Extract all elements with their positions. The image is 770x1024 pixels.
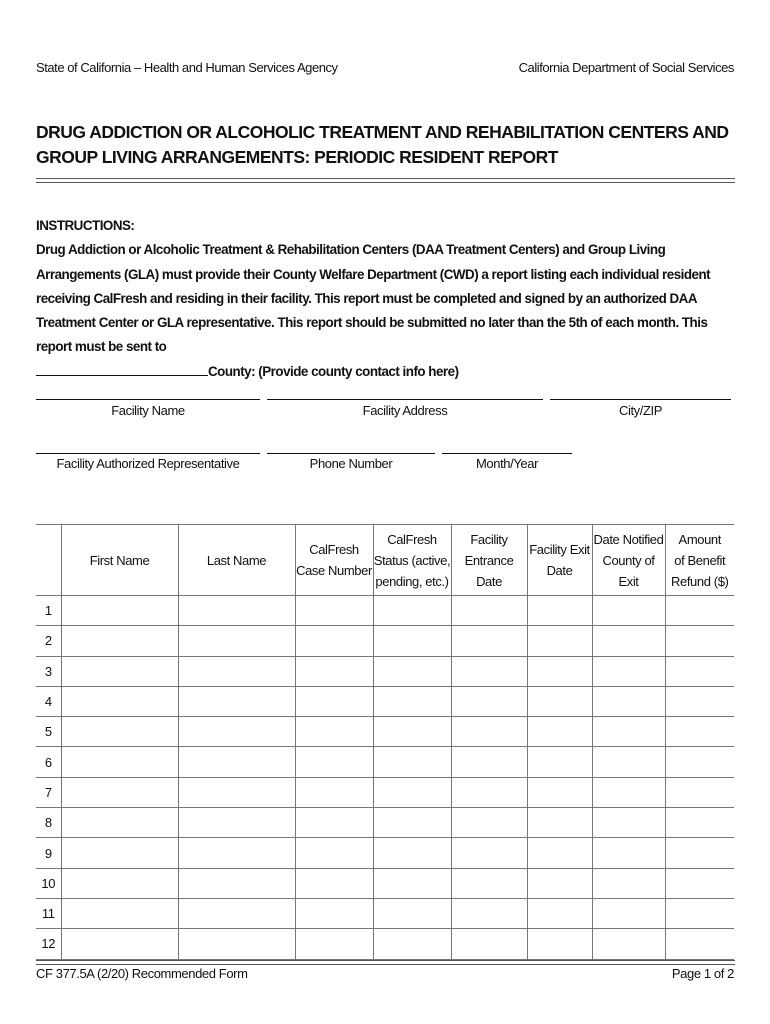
- entrance-date-cell[interactable]: [451, 868, 527, 898]
- resident-table: [36, 524, 734, 960]
- entrance-date-cell[interactable]: [451, 808, 527, 838]
- last-name-cell[interactable]: [178, 868, 295, 898]
- row-number: 7: [36, 777, 61, 807]
- case-number-cell[interactable]: [295, 596, 373, 626]
- city-zip-label: City/ZIP: [618, 403, 663, 418]
- benefit-refund-cell[interactable]: [665, 747, 734, 777]
- row-number: 8: [36, 808, 61, 838]
- facility-address-label: Facility Address: [362, 403, 448, 418]
- benefit-refund-cell[interactable]: [665, 868, 734, 898]
- phone-number-field[interactable]: [267, 453, 435, 454]
- case-number-cell[interactable]: [295, 838, 373, 868]
- row-number: 11: [36, 898, 61, 928]
- entrance-date-cell[interactable]: [451, 838, 527, 868]
- benefit-refund-cell[interactable]: [665, 808, 734, 838]
- benefit-refund-cell[interactable]: [665, 656, 734, 686]
- month-year-field[interactable]: [442, 453, 572, 454]
- entrance-date-cell[interactable]: [451, 777, 527, 807]
- instructions-body: [36, 238, 736, 384]
- case-number-header: CalFresh Case Number: [295, 525, 373, 596]
- first-name-cell[interactable]: [61, 808, 178, 838]
- instructions-text: Drug Addiction or Alcoholic Treatment & Rehabilitation Centers (DAA Treatment Centers) and Group Living Arrangements (GLA) must provide their County Welfare Department (CWD) a report listing each individual resident receiving CalFresh and residing in their facility. This report must be completed and signed by an authorized DAA Treatment Center or GLA representative. This report should be submitted no later than the 5th of each month. This report must be sent to: [36, 242, 711, 355]
- representative-field[interactable]: [36, 453, 260, 454]
- first-name-cell[interactable]: [61, 626, 178, 656]
- exit-date-cell[interactable]: [527, 626, 592, 656]
- table-row: [36, 838, 734, 868]
- entrance-date-cell[interactable]: [451, 747, 527, 777]
- facility-name-field[interactable]: [36, 399, 260, 400]
- last-name-cell[interactable]: [178, 808, 295, 838]
- table-row: [36, 808, 734, 838]
- table-row: [36, 686, 734, 716]
- case-number-cell[interactable]: [295, 717, 373, 747]
- calfresh-status-cell[interactable]: [373, 929, 451, 959]
- calfresh-status-cell[interactable]: [373, 686, 451, 716]
- first-name-header: First Name: [61, 525, 178, 596]
- table-row: [36, 626, 734, 656]
- county-blank-field[interactable]: [36, 363, 208, 376]
- row-number: 6: [36, 747, 61, 777]
- case-number-cell[interactable]: [295, 868, 373, 898]
- first-name-cell[interactable]: [61, 898, 178, 928]
- first-name-cell[interactable]: [61, 838, 178, 868]
- benefit-refund-header: Amount of Benefit Refund ($): [665, 525, 734, 596]
- benefit-refund-cell[interactable]: [665, 596, 734, 626]
- last-name-header: Last Name: [178, 525, 295, 596]
- instructions-block: [36, 214, 736, 384]
- date-notified-cell[interactable]: [592, 656, 665, 686]
- exit-date-cell[interactable]: [527, 596, 592, 626]
- entrance-date-cell[interactable]: [451, 929, 527, 959]
- benefit-refund-cell[interactable]: [665, 777, 734, 807]
- entrance-date-cell[interactable]: [451, 656, 527, 686]
- calfresh-status-cell[interactable]: [373, 838, 451, 868]
- last-name-cell[interactable]: [178, 898, 295, 928]
- calfresh-status-cell[interactable]: [373, 747, 451, 777]
- benefit-refund-cell[interactable]: [665, 929, 734, 959]
- case-number-cell[interactable]: [295, 626, 373, 656]
- case-number-cell[interactable]: [295, 929, 373, 959]
- date-notified-cell[interactable]: [592, 747, 665, 777]
- last-name-cell[interactable]: [178, 777, 295, 807]
- title-divider: [36, 178, 735, 183]
- exit-date-cell[interactable]: [527, 929, 592, 959]
- row-number: 9: [36, 838, 61, 868]
- exit-date-cell[interactable]: [527, 868, 592, 898]
- last-name-cell[interactable]: [178, 626, 295, 656]
- last-name-cell[interactable]: [178, 686, 295, 716]
- row-number: 4: [36, 686, 61, 716]
- form-number: CF 377.5A (2/20) Recommended Form: [36, 966, 248, 981]
- exit-date-cell[interactable]: [527, 656, 592, 686]
- exit-date-cell[interactable]: [527, 808, 592, 838]
- case-number-cell[interactable]: [295, 656, 373, 686]
- month-year-label: Month/Year: [475, 456, 538, 471]
- city-zip-field[interactable]: [550, 399, 731, 400]
- calfresh-status-cell[interactable]: [373, 808, 451, 838]
- first-name-cell[interactable]: [61, 747, 178, 777]
- last-name-cell[interactable]: [178, 596, 295, 626]
- table-header-row: [36, 525, 734, 596]
- date-notified-cell[interactable]: [592, 686, 665, 716]
- first-name-cell[interactable]: [61, 656, 178, 686]
- representative-label: Facility Authorized Representative: [56, 456, 240, 471]
- table-body: [36, 596, 734, 960]
- last-name-cell[interactable]: [178, 717, 295, 747]
- exit-date-cell[interactable]: [527, 686, 592, 716]
- benefit-refund-cell[interactable]: [665, 686, 734, 716]
- row-number: 2: [36, 626, 61, 656]
- entrance-date-header: Facility Entrance Date: [451, 525, 527, 596]
- table-row: [36, 596, 734, 626]
- last-name-cell[interactable]: [178, 747, 295, 777]
- instructions-heading: INSTRUCTIONS:: [36, 218, 135, 233]
- first-name-cell[interactable]: [61, 868, 178, 898]
- row-number: 1: [36, 596, 61, 626]
- last-name-cell[interactable]: [178, 656, 295, 686]
- case-number-cell[interactable]: [295, 686, 373, 716]
- table-row: [36, 747, 734, 777]
- entrance-date-cell[interactable]: [451, 717, 527, 747]
- date-notified-cell[interactable]: [592, 596, 665, 626]
- department-name: California Department of Social Services: [518, 60, 734, 75]
- calfresh-status-cell[interactable]: [373, 868, 451, 898]
- date-notified-cell[interactable]: [592, 717, 665, 747]
- exit-date-cell[interactable]: [527, 747, 592, 777]
- agency-name: State of California – Health and Human Services Agency: [36, 60, 338, 75]
- calfresh-status-header: CalFresh Status (active, pending, etc.): [373, 525, 451, 596]
- calfresh-status-cell[interactable]: [373, 626, 451, 656]
- table-row: [36, 898, 734, 928]
- table-row: [36, 717, 734, 747]
- date-notified-header: Date Notified County of Exit: [592, 525, 665, 596]
- calfresh-status-cell[interactable]: [373, 717, 451, 747]
- date-notified-cell[interactable]: [592, 838, 665, 868]
- first-name-cell[interactable]: [61, 777, 178, 807]
- row-number: 10: [36, 868, 61, 898]
- exit-date-cell[interactable]: [527, 838, 592, 868]
- exit-date-header: Facility Exit Date: [527, 525, 592, 596]
- phone-number-label: Phone Number: [309, 456, 393, 471]
- date-notified-cell[interactable]: [592, 929, 665, 959]
- benefit-refund-cell[interactable]: [665, 717, 734, 747]
- first-name-cell[interactable]: [61, 686, 178, 716]
- date-notified-cell[interactable]: [592, 868, 665, 898]
- facility-address-field[interactable]: [267, 399, 543, 400]
- table-row: [36, 868, 734, 898]
- calfresh-status-cell[interactable]: [373, 596, 451, 626]
- table-row: [36, 929, 734, 959]
- exit-date-cell[interactable]: [527, 898, 592, 928]
- first-name-cell[interactable]: [61, 717, 178, 747]
- entrance-date-cell[interactable]: [451, 596, 527, 626]
- case-number-cell[interactable]: [295, 898, 373, 928]
- case-number-cell[interactable]: [295, 747, 373, 777]
- form-title: DRUG ADDICTION OR ALCOHOLIC TREATMENT AND REHABILITATION CENTERS AND GROUP LIVING ARRANGEMENTS: PERIODIC RESIDENT REPORT: [36, 122, 729, 167]
- case-number-cell[interactable]: [295, 808, 373, 838]
- row-number-header: [36, 525, 61, 596]
- benefit-refund-cell[interactable]: [665, 626, 734, 656]
- entrance-date-cell[interactable]: [451, 686, 527, 716]
- exit-date-cell[interactable]: [527, 777, 592, 807]
- first-name-cell[interactable]: [61, 929, 178, 959]
- county-line-label: County: (Provide county contact info here): [208, 363, 459, 379]
- date-notified-cell[interactable]: [592, 898, 665, 928]
- last-name-cell[interactable]: [178, 929, 295, 959]
- calfresh-status-cell[interactable]: [373, 898, 451, 928]
- calfresh-status-cell[interactable]: [373, 656, 451, 686]
- row-number: 5: [36, 717, 61, 747]
- entrance-date-cell[interactable]: [451, 626, 527, 656]
- benefit-refund-cell[interactable]: [665, 898, 734, 928]
- last-name-cell[interactable]: [178, 838, 295, 868]
- exit-date-cell[interactable]: [527, 717, 592, 747]
- page-number: Page 1 of 2: [671, 966, 734, 981]
- facility-name-label: Facility Name: [111, 403, 185, 418]
- benefit-refund-cell[interactable]: [665, 838, 734, 868]
- footer-divider: [36, 960, 735, 965]
- entrance-date-cell[interactable]: [451, 898, 527, 928]
- row-number: 3: [36, 656, 61, 686]
- row-number: 12: [36, 929, 61, 959]
- date-notified-cell[interactable]: [592, 626, 665, 656]
- date-notified-cell[interactable]: [592, 808, 665, 838]
- case-number-cell[interactable]: [295, 777, 373, 807]
- first-name-cell[interactable]: [61, 596, 178, 626]
- table-row: [36, 656, 734, 686]
- table-row: [36, 777, 734, 807]
- date-notified-cell[interactable]: [592, 777, 665, 807]
- calfresh-status-cell[interactable]: [373, 777, 451, 807]
